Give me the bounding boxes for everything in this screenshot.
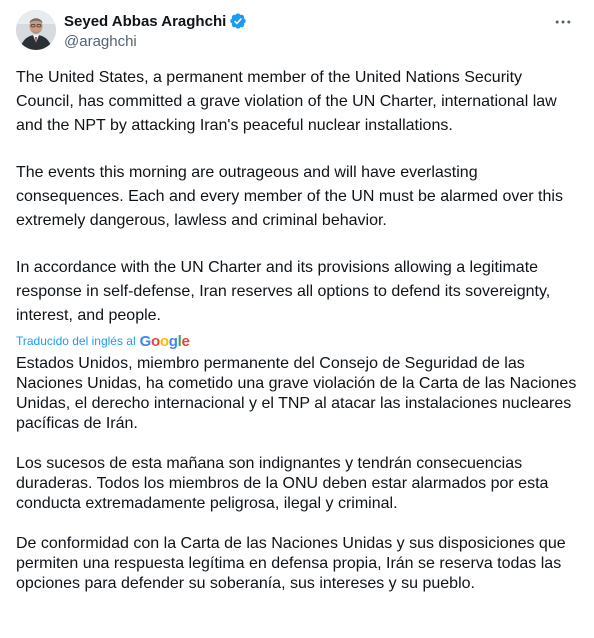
translated-paragraph: De conformidad con la Carta de las Naciones Unidas y sus disposiciones que permiten una respuesta legítima en defensa propia, Irán se reserva todas las opciones para defender su soberanía, sus intereses y su pueblo. [16,535,566,592]
translated-label[interactable]: Traducido del inglés al [16,334,136,348]
translated-paragraph: Estados Unidos, miembro permanente del Consejo de Seguridad de las Naciones Unidas, ha cometido una grave violación de la Carta de las Naciones Unidas, el derecho internacional y el TNP al atacar las instalaciones nucleares pacíficas de Irán. [16,355,577,432]
translated-paragraph: Los sucesos de esta mañana son indignantes y tendrán consecuencias duraderas. Todos los miembros de la ONU deben estar alarmados por esta conducta extremadamente peligrosa, ilegal y criminal. [16,455,549,512]
translation-attribution[interactable] [16,331,190,351]
avatar[interactable] [16,10,56,50]
more-options-button[interactable] [548,10,578,34]
tweet-paragraph: The events this morning are outrageous and will have everlasting consequences. Each and every member of the UN must be alarmed over this extremely dangerous, lawless and criminal behavior. [16,164,563,229]
display-name-row [64,10,247,32]
verified-badge-icon[interactable] [229,12,247,30]
google-logo: Google [139,332,190,350]
author-handle[interactable]: @araghchi [64,33,137,50]
tweet-paragraph: In accordance with the UN Charter and its provisions allowing a legitimate response in self-defense, Iran reserves all options to defend its sovereignty, interest, and people. [16,259,551,324]
tweet-paragraph: The United States, a permanent member of the United Nations Security Council, has committed a grave violation of the UN Charter, international law and the NPT by attacking Iran's peaceful nuclear installations. [16,69,557,134]
author-names [64,10,247,52]
author-display-name[interactable]: Seyed Abbas Araghchi [64,12,227,30]
avatar-portrait-icon [16,10,56,50]
more-options-icon [553,12,573,32]
tweet-header [16,10,578,54]
translated-text [16,354,580,614]
tweet-text [16,66,580,351]
